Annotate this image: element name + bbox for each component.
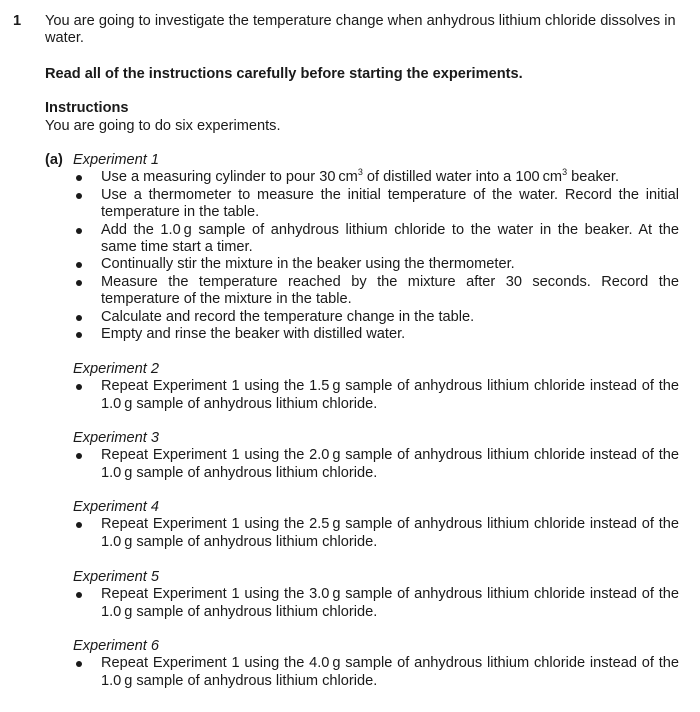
step-item	[73, 447, 679, 482]
bullet-icon	[76, 453, 82, 459]
step-item	[73, 274, 679, 309]
step-text: Use a measuring cylinder to pour 30 cm	[101, 169, 358, 186]
step-text: of distilled water into a 100 cm	[362, 169, 563, 186]
experiment-steps	[73, 586, 679, 621]
step-text: Repeat Experiment 1 using the 1.5 g sample of anhydrous lithium chloride instead of the 1.0 g sample of anhydrous lithium chloride.	[101, 378, 679, 412]
experiment-5	[73, 569, 679, 621]
bullet-icon	[76, 262, 82, 268]
superscript: 3	[562, 166, 568, 177]
step-text: beaker.	[567, 169, 620, 186]
step-item	[73, 586, 679, 621]
bullet-icon	[76, 522, 82, 528]
step-text: Use a thermometer to measure the initial temperature of the water. Record the initial temperature in the table.	[101, 186, 679, 221]
experiment-title: Experiment 1	[73, 152, 159, 168]
bullet-icon	[76, 228, 82, 234]
step-text: Empty and rinse the beaker with distilled water.	[101, 326, 406, 343]
step-text: Measure the temperature reached by the mixture after 30 seconds. Record the temperature of the mixture in the table.	[101, 273, 679, 308]
superscript: 3	[357, 166, 363, 177]
experiment-title: Experiment 4	[73, 499, 159, 515]
question-intro: You are going to investigate the temperature change when anhydrous lithium chloride dissolves in water.	[45, 13, 676, 47]
step-item	[73, 187, 679, 222]
step-item	[73, 655, 679, 690]
experiment-2	[73, 361, 679, 413]
step-item	[73, 166, 679, 186]
step-text: Add the 1.0 g sample of anhydrous lithium chloride to the water in the beaker. At the same time start a timer.	[101, 221, 679, 256]
experiment-steps	[73, 516, 679, 551]
experiment-6	[73, 638, 679, 690]
bullet-icon	[76, 332, 82, 338]
question-number: 1	[13, 13, 22, 29]
step-item	[73, 222, 679, 257]
step-item	[73, 309, 679, 326]
bullet-icon	[76, 592, 82, 598]
step-item	[73, 516, 679, 551]
step-item	[73, 378, 679, 413]
step-text: Repeat Experiment 1 using the 2.0 g sample of anhydrous lithium chloride instead of the 1.0 g sample of anhydrous lithium chloride.	[101, 447, 679, 481]
read-all-instruction: Read all of the instructions carefully before starting the experiments.	[45, 66, 523, 82]
experiment-steps	[73, 166, 679, 343]
bullet-icon	[76, 384, 82, 390]
instructions-text: You are going to do six experiments.	[45, 118, 281, 134]
experiment-title: Experiment 3	[73, 430, 159, 446]
step-text: Calculate and record the temperature change in the table.	[101, 308, 475, 325]
bullet-icon	[76, 315, 82, 321]
step-text: Repeat Experiment 1 using the 4.0 g sample of anhydrous lithium chloride instead of the 1.0 g sample of anhydrous lithium chloride.	[101, 655, 679, 689]
step-item	[73, 256, 679, 273]
experiment-title: Experiment 5	[73, 569, 159, 585]
step-item	[73, 326, 679, 343]
bullet-icon	[76, 193, 82, 199]
experiment-3	[73, 430, 679, 482]
instructions-heading: Instructions	[45, 100, 129, 116]
bullet-icon	[76, 175, 82, 181]
step-text: Repeat Experiment 1 using the 2.5 g sample of anhydrous lithium chloride instead of the 1.0 g sample of anhydrous lithium chloride.	[101, 516, 679, 550]
experiment-steps	[73, 655, 679, 690]
bullet-icon	[76, 661, 82, 667]
experiment-4	[73, 499, 679, 551]
experiment-1	[73, 152, 679, 343]
step-text: Repeat Experiment 1 using the 3.0 g sample of anhydrous lithium chloride instead of the 1.0 g sample of anhydrous lithium chloride.	[101, 586, 679, 620]
experiment-steps	[73, 378, 679, 413]
experiment-steps	[73, 447, 679, 482]
step-text: Continually stir the mixture in the beaker using the thermometer.	[101, 256, 515, 273]
experiment-title: Experiment 2	[73, 361, 159, 377]
part-label: (a)	[45, 152, 63, 168]
experiment-title: Experiment 6	[73, 638, 159, 654]
bullet-icon	[76, 280, 82, 286]
